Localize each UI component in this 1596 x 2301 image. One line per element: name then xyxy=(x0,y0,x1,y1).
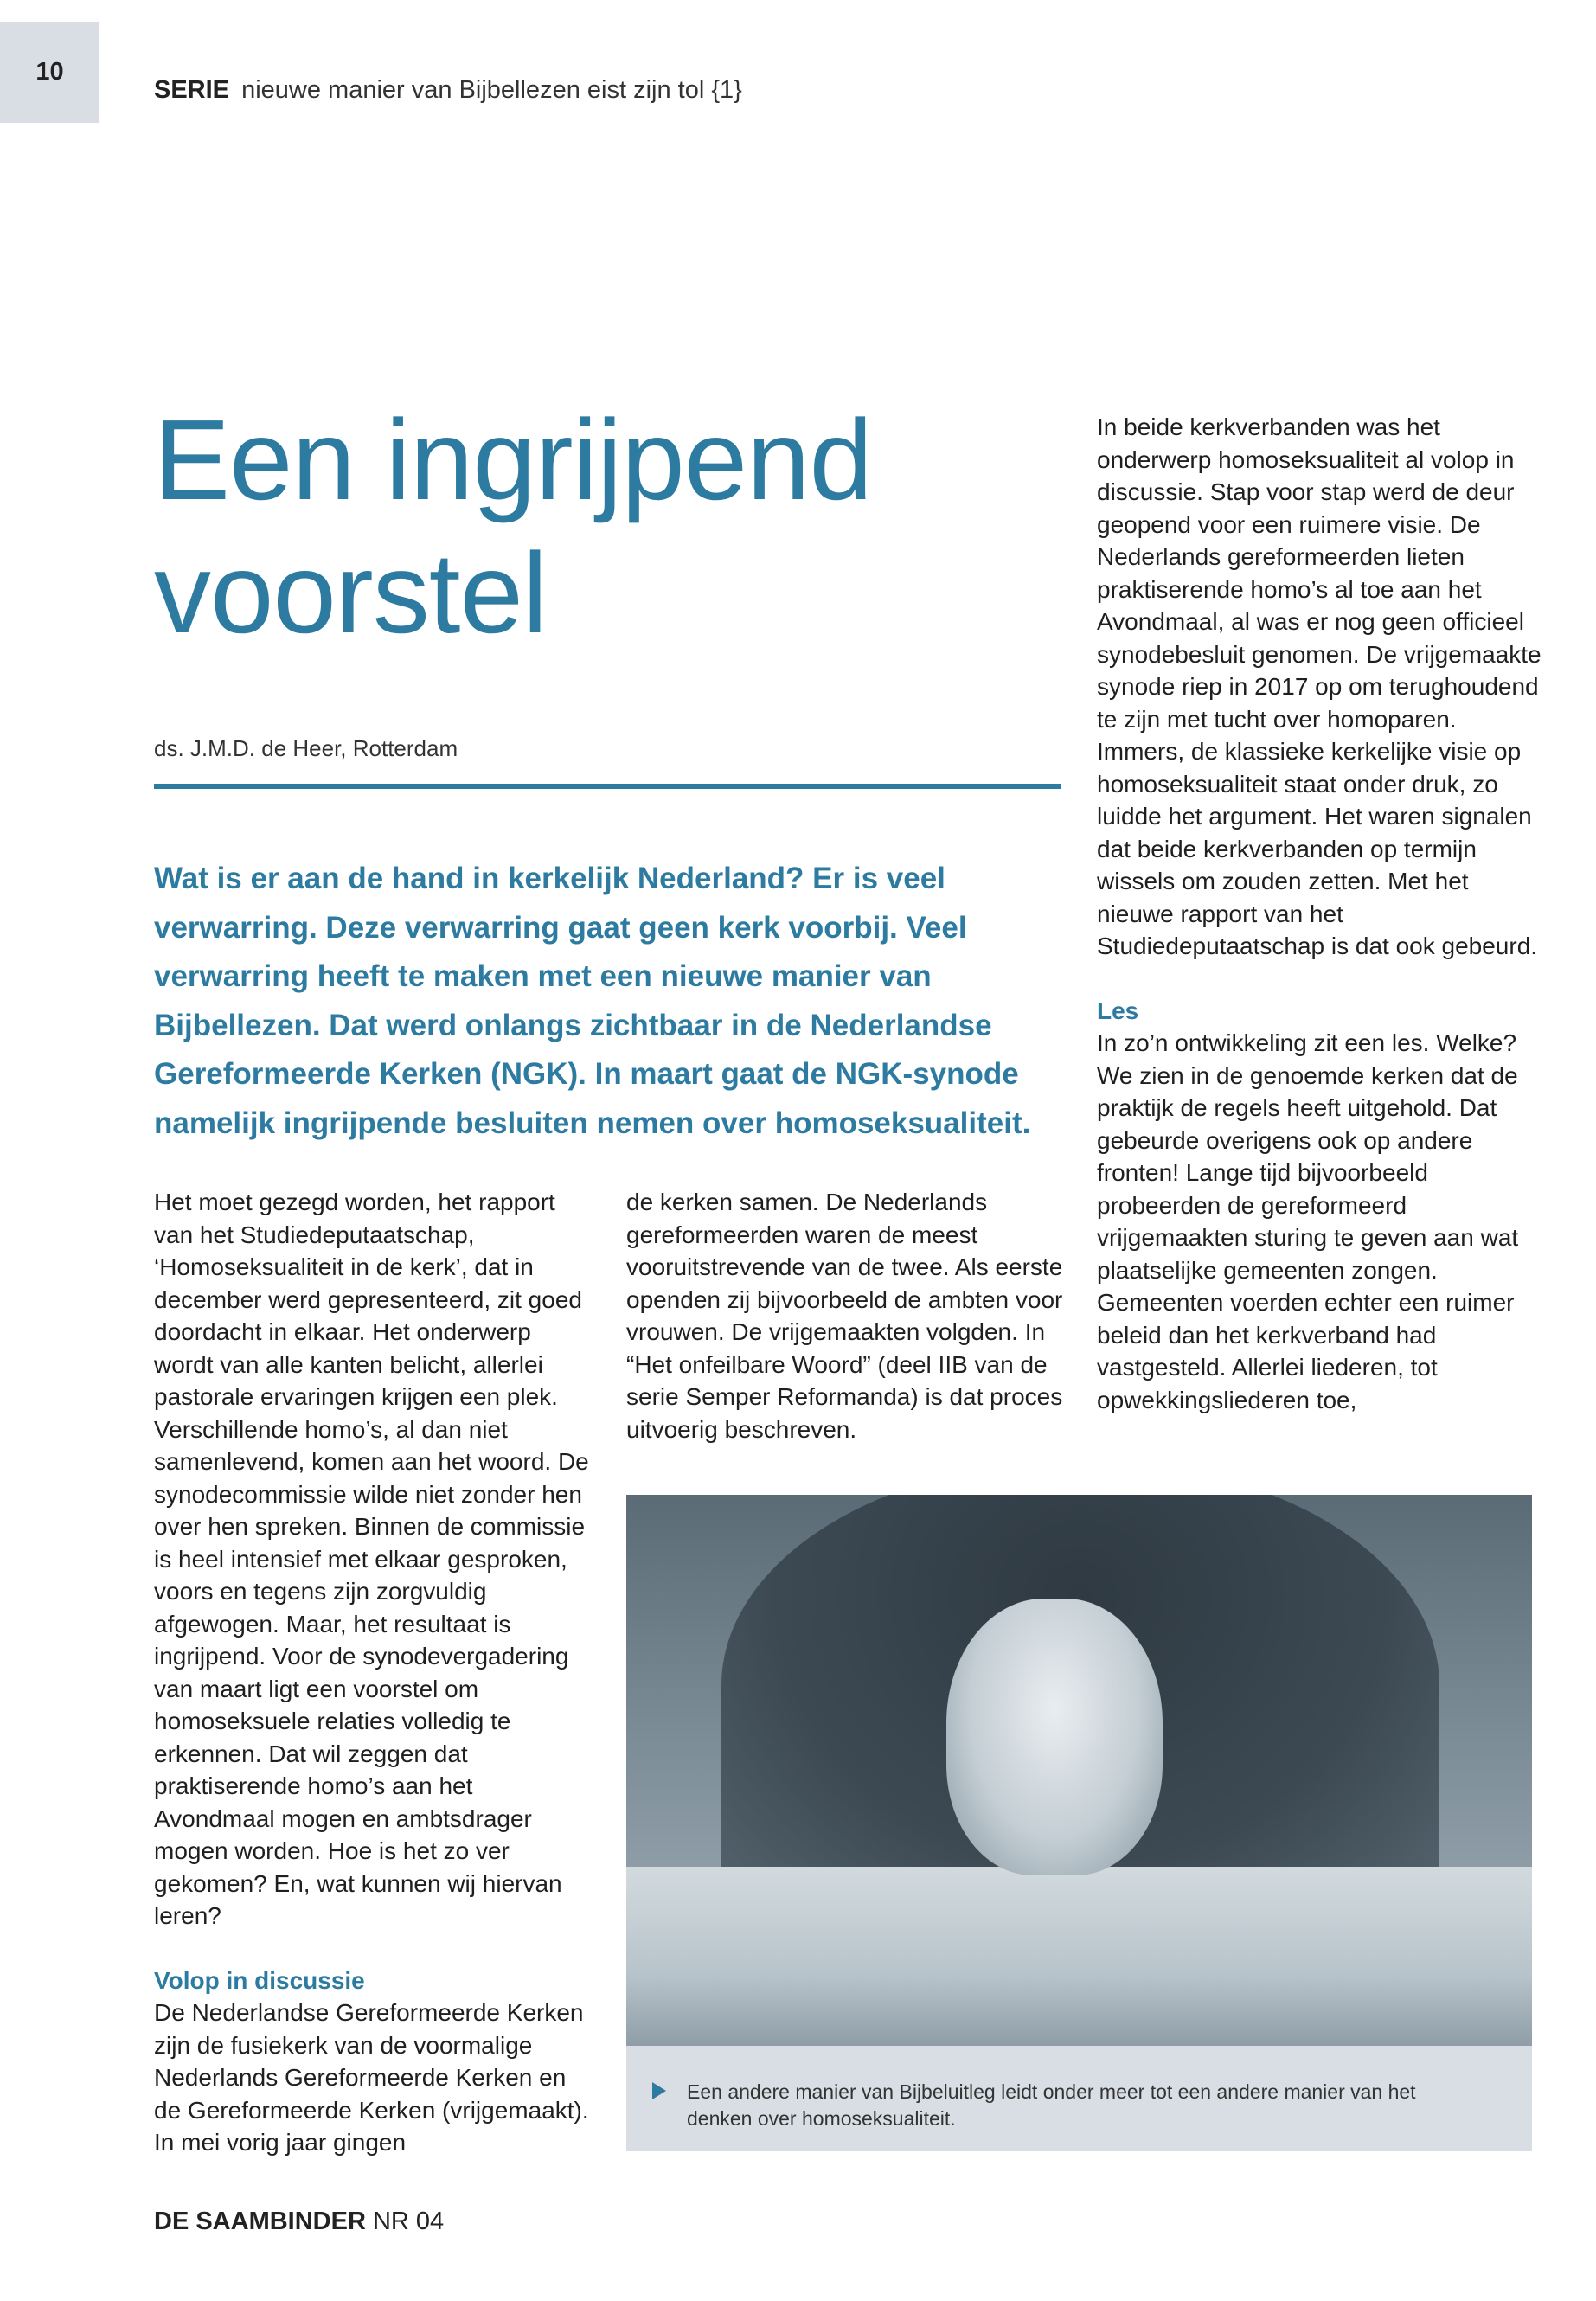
body-paragraph: de kerken samen. De Nederlands gereformeerden waren de meest vooruitstrevende van de twee. Als eerste openden zij bijvoorbeeld de ambten voor vrouwen. De vrijgemaakten volgden. In “Het onfeilbare Woord” (deel IIB van de serie Semper Reformanda) is dat proces uitvoerig beschreven. xyxy=(626,1189,1063,1443)
photo-folded-hands xyxy=(946,1599,1163,1875)
series-label: SERIE xyxy=(154,76,230,104)
body-paragraph: In zo’n ontwikkeling zit een les. Welke? We zien in de genoemde kerken dat de praktijk de regels heeft uitgehold. Dat gebeurde overigens ook op andere fronten! Lange tijd bijvoorbeeld probeerden de gereformeerd vrijgemaakten sturing te geven aan wat plaatselijke gemeenten zongen. Gemeenten voerden echter een ruimer beleid dan het kerkverband had vastgesteld. Allerlei liederen, tot opwekkingsliederen toe, xyxy=(1097,1029,1519,1413)
running-header xyxy=(154,76,742,105)
series-title: nieuwe manier van Bijbellezen eist zijn tol {1} xyxy=(241,76,742,104)
author-byline: ds. J.M.D. de Heer, Rotterdam xyxy=(154,735,458,761)
caption-arrow-icon xyxy=(652,2082,666,2099)
title-line-2: voorstel xyxy=(154,529,548,657)
photo-open-bible xyxy=(626,1867,1532,2046)
subheading-les: Les xyxy=(1097,997,1139,1024)
title-divider xyxy=(154,784,1061,789)
page-number: 10 xyxy=(0,22,99,123)
photo-caption xyxy=(626,2046,1532,2151)
body-paragraph: De Nederlandse Gereformeerde Kerken zijn de fusiekerk van de voormalige Nederlands Gereformeerde Kerken en de Gereformeerde Kerken (vrijgemaakt). In mei vorig jaar gingen xyxy=(154,1999,589,2156)
article-title xyxy=(154,394,1062,660)
body-column-2 xyxy=(626,1186,1067,1445)
title-line-1: Een ingrijpend xyxy=(154,396,872,523)
caption-text: Een andere manier van Bijbeluitleg leidt onder meer tot een andere manier van het denken over homoseksualiteit. xyxy=(687,2080,1416,2130)
issue-number: NR 04 xyxy=(372,2208,445,2235)
page-footer xyxy=(154,2208,444,2236)
praying-hands-photo xyxy=(626,1495,1532,2046)
body-paragraph: Het moet gezegd worden, het rapport van het Studiedeputaatschap, ‘Homoseksualiteit in de kerk’, dat in december werd gepresenteerd, zit goed doordacht in elkaar. Het onderwerp wordt van alle kanten belicht, allerlei pastorale ervaringen krijgen een plek. Verschillende homo’s, al dan niet samenlevend, komen aan het woord. De synodecommissie wilde niet zonder hen over hen spreken. Binnen de commissie is heel intensief met elkaar gesproken, voors en tegens zijn zorgvuldig afgewogen. Maar, het resultaat is ingrijpend. Voor de synodevergadering van maart ligt een voorstel om homoseksuele relaties volledig te erkennen. Dat wil zeggen dat praktiserende homo’s aan het Avondmaal mogen en ambtsdrager mogen worden. Hoe is het zo ver gekomen? En, wat kunnen wij hiervan leren? xyxy=(154,1189,589,1929)
subheading-volop: Volop in discussie xyxy=(154,1966,365,1994)
body-paragraph: In beide kerkverbanden was het onderwerp homoseksualiteit al volop in discussie. Stap voor stap werd de deur geopend voor een ruimere visie. De Nederlands gereformeerden lieten praktiserende homo’s al toe aan het Avondmaal, al was er nog geen officieel synodebesluit genomen. De vrijgemaakte synode riep in 2017 op om terughoudend te zijn met tucht over homoparen. Immers, de klassieke kerkelijke visie op homoseksualiteit staat onder druk, zo luidde het argument. Het waren signalen dat beide kerkverbanden op termijn wissels om zouden zetten. Met het nieuwe rapport van het Studiedeputaatschap is dat ook gebeurd. xyxy=(1097,413,1542,959)
magazine-name: DE SAAMBINDER xyxy=(154,2208,366,2235)
body-column-1 xyxy=(154,1186,595,2159)
body-column-3 xyxy=(1097,411,1547,1416)
lead-paragraph: Wat is er aan de hand in kerkelijk Nederland? Er is veel verwarring. Deze verwarring gaat geen kerk voorbij. Veel verwarring heeft te maken met een nieuwe manier van Bijbellezen. Dat werd onlangs zichtbaar in de Nederlandse Gereformeerde Kerken (NGK). In maart gaat de NGK-synode namelijk ingrijpende besluiten nemen over homoseksualiteit. xyxy=(154,862,1031,1140)
